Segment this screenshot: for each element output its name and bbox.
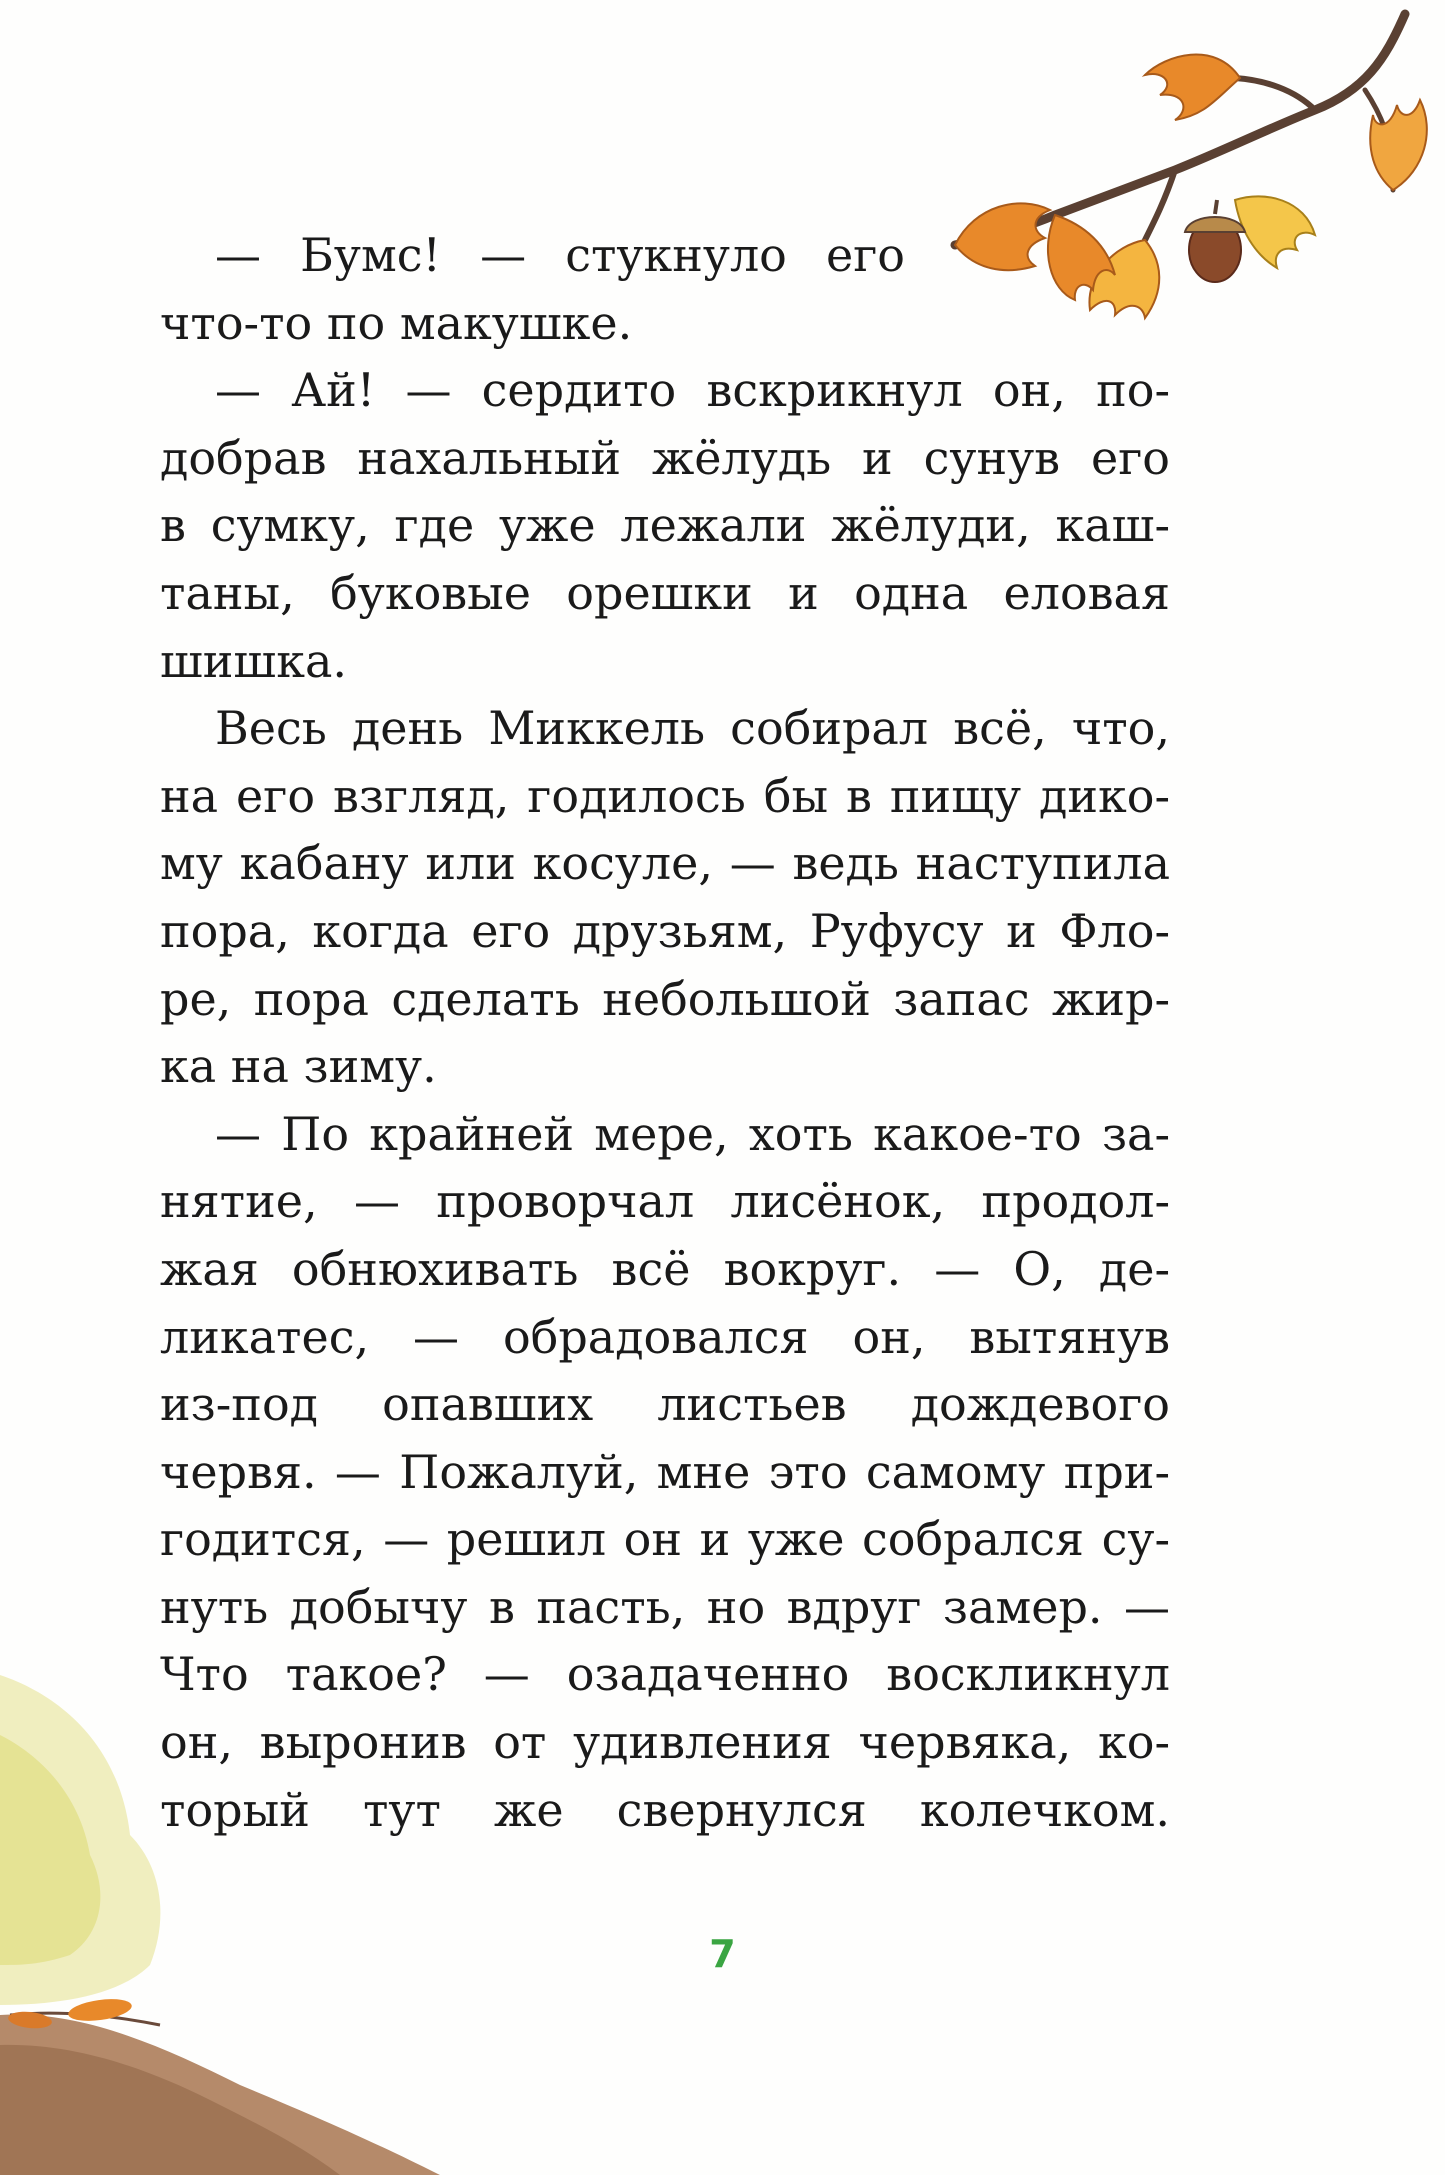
text-line: — По крайней мере, хоть какое-то за- (215, 1106, 1170, 1161)
oak-leaf-1 (1145, 55, 1240, 120)
text-line: в сумку, где уже лежали жёлуди, каш- (160, 498, 1170, 553)
text-line: ка на зиму. (160, 1039, 437, 1094)
text-line: — Ай! — сердито вскрикнул он, по- (215, 363, 1170, 418)
text-line: что-то по макушке. (160, 295, 633, 350)
oak-leaf-5 (1235, 196, 1315, 268)
text-line: — Бумс! — стукнуло его (215, 228, 905, 282)
text-line: жая обнюхивать всё вокруг. — О, де- (160, 1241, 1170, 1296)
text-line: му кабану или косуле, — ведь наступила (160, 836, 1170, 891)
text-line: он, выронив от удивления червяка, ко- (160, 1715, 1170, 1770)
text-line: нятие, — проворчал лисёнок, продол- (160, 1174, 1170, 1229)
text-line: Весь день Миккель собирал всё, что, (215, 701, 1170, 756)
text-line: добрав нахальный жёлудь и сунув его (160, 430, 1170, 485)
text-line: червя. — Пожалуй, мне это самому при- (160, 1444, 1170, 1499)
story-text (160, 222, 1170, 1844)
text-line: шишка. (160, 633, 347, 688)
text-line: Что такое? — озадаченно воскликнул (160, 1647, 1170, 1702)
text-line: пора, когда его друзьям, Руфусу и Фло- (160, 903, 1170, 958)
text-line: торый тут же свернулся колечком. (160, 1782, 1170, 1837)
page-number: 7 (709, 1932, 736, 1976)
text-line: нуть добычу в пасть, но вдруг замер. — (160, 1579, 1170, 1634)
text-line: ликатес, — обрадовался он, вытянув (160, 1309, 1170, 1364)
text-line: таны, буковые орешки и одна еловая (160, 565, 1170, 620)
text-line: на его взгляд, годилось бы в пищу дико- (160, 768, 1170, 823)
acorn-icon (1185, 200, 1245, 282)
text-line: из-под опавших листьев дождевого (160, 1377, 1170, 1432)
text-line: годится, — решил он и уже собрался су- (160, 1512, 1170, 1567)
text-line: ре, пора сделать небольшой запас жир- (160, 971, 1170, 1026)
